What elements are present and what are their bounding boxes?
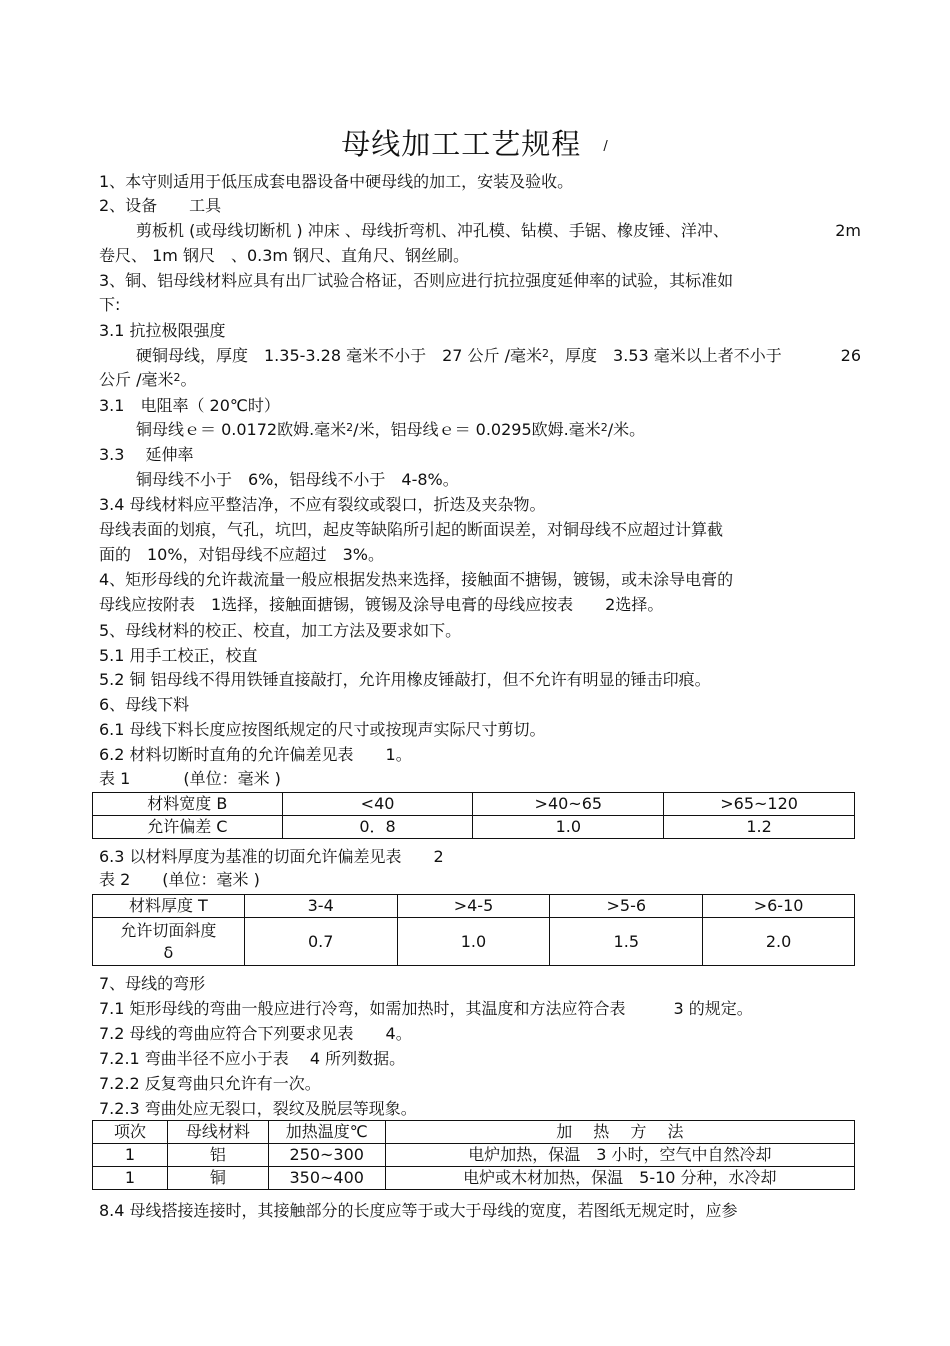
section-6-1: 6.1 母线下料长度应按图纸规定的尺寸或按现声实际尺寸剪切。 [99, 720, 546, 739]
table-cell: >4-5 [397, 895, 550, 918]
section-6-2: 6.2 材料切断时直角的允许偏差见表 1。 [99, 745, 412, 764]
s31a-sup: 2 [542, 347, 550, 360]
table-2-caption: 表 2 (单位：毫米 ) [99, 870, 260, 889]
table-row [93, 1144, 855, 1167]
para-5: 5、母线材料的校正、校直，加工方法及要求如下。 [99, 621, 462, 640]
table-cell: 铝 [167, 1144, 268, 1167]
s31b-text-1: 公斤 /毫米 [99, 370, 174, 389]
table-cell: 2.0 [703, 918, 855, 966]
table-2 [92, 894, 855, 966]
table-row [93, 918, 855, 966]
table-row [93, 816, 855, 839]
table-3 [92, 1120, 855, 1190]
table-cell: 材料厚度 T [93, 895, 245, 918]
para-7: 7、母线的弯形 [99, 974, 206, 993]
table-cell: 1 [93, 1144, 168, 1167]
page-title [0, 122, 950, 163]
table-1-caption: 表 1 (单位：毫米 ) [99, 769, 281, 788]
s31a-text-2: ，厚度 3.53 毫米以上者不小于 [549, 346, 782, 365]
s31a-text-1: 硬铜母线，厚度 1.35-3.28 毫米不小于 27 公斤 /毫米 [136, 346, 543, 365]
section-7-2-2: 7.2.2 反复弯曲只允许有一次。 [99, 1074, 321, 1093]
para-3a: 3、铜、铝母线材料应具有出厂试验合格证，否则应进行抗拉强度延伸率的试验，其标准如 [99, 271, 734, 290]
section-3-4: 3.4 母线材料应平整洁净，不应有裂纹或裂口，折迭及夹杂物。 [99, 495, 546, 514]
section-3-1-a [136, 346, 861, 368]
para-3b: 下: [99, 295, 121, 314]
para-6: 6、母线下料 [99, 695, 190, 714]
s31ra-text-1: 铜母线ｅ＝ 0.0172欧姆.毫米 [136, 420, 347, 439]
table-cell: 1 [93, 1167, 168, 1190]
table-cell: 加热温度℃ [268, 1121, 385, 1144]
cell-line: 允许切面斜度 [120, 920, 217, 940]
table-cell: 0.7 [244, 918, 397, 966]
section-3-3-a: 铜母线不小于 6%，铝母线不小于 4-8%。 [136, 470, 459, 489]
section-5-2: 5.2 铜 铝母线不得用铁锤直接敲打，允许用橡皮锤敲打，但不允许有明显的锤击印痕。 [99, 670, 711, 689]
table-cell: 350~400 [268, 1167, 385, 1190]
table-row [93, 793, 855, 816]
para-2b: 卷尺、 1m 钢尺 、0.3m 钢尺、直角尺、钢丝刷。 [99, 246, 470, 265]
table-cell: >40~65 [473, 793, 664, 816]
table-cell: 铜 [167, 1167, 268, 1190]
table-cell: 电炉或木材加热，保温 5-10 分种，水冷却 [385, 1167, 854, 1190]
s31b-text-2: 。 [180, 370, 197, 389]
table-cell: 材料宽度 B [93, 793, 283, 816]
table-cell: 允许偏差 C [93, 816, 283, 839]
table-cell: >65~120 [664, 793, 855, 816]
para-1: 1、本守则适用于低压成套电器设备中硬母线的加工，安装及验收。 [99, 172, 574, 191]
table-row [93, 1121, 855, 1144]
table-cell: 0．8 [282, 816, 473, 839]
table-row [93, 1167, 855, 1190]
table-cell: 加 热 方 法 [385, 1121, 854, 1144]
section-3-3: 3.3 延伸率 [99, 445, 194, 464]
section-7-2-3: 7.2.3 弯曲处应无裂口，裂纹及脱层等现象。 [99, 1099, 417, 1118]
section-3-1: 3.1 抗拉极限强度 [99, 321, 226, 340]
s31a-end: 26 [840, 346, 861, 365]
table-cell: 250~300 [268, 1144, 385, 1167]
section-3-4-a: 母线表面的划痕，气孔，坑凹，起皮等缺陷所引起的断面误差，对铜母线不应超过计算截 [99, 520, 724, 539]
table-cell: <40 [282, 793, 473, 816]
section-3-4-b: 面的 10%，对铝母线不应超过 3%。 [99, 545, 384, 564]
table-cell: >5-6 [550, 895, 703, 918]
section-7-2-1: 7.2.1 弯曲半径不应小于表 4 所列数据。 [99, 1049, 406, 1068]
table-cell: 项次 [93, 1121, 168, 1144]
table-cell: 1.0 [397, 918, 550, 966]
table-row [93, 895, 855, 918]
para-2a-text: 剪板机 (或母线切断机 ) 冲床 、母线折弯机、冲孔模、钻模、手锯、橡皮锤、洋冲、 [136, 221, 729, 240]
s31ra-text-3: /米。 [607, 420, 646, 439]
title-mark: / [603, 138, 609, 154]
section-6-3: 6.3 以材料厚度为基准的切面允许偏差见表 2 [99, 847, 444, 866]
section-3-1-resistivity: 3.1 电阻率（ 20℃时） [99, 396, 280, 415]
s31b-sup: 2 [173, 371, 181, 384]
s31ra-sup-2: 2 [600, 421, 608, 434]
section-5-1: 5.1 用手工校正，校直 [99, 646, 258, 665]
cell-line: δ [163, 942, 174, 962]
section-7-1: 7.1 矩形母线的弯曲一般应进行冷弯，如需加热时，其温度和方法应符合表 3 的规定。 [99, 999, 753, 1018]
section-8-4: 8.4 母线搭接连接时，其接触部分的长度应等于或大于母线的宽度，若图纸无规定时，应参 [99, 1201, 738, 1220]
para-2: 2、设备 工具 [99, 196, 222, 215]
para-2a [136, 221, 861, 241]
para-4b: 母线应按附表 1选择，接触面搪锡，镀锡及涂导电膏的母线应按表 2选择。 [99, 595, 664, 614]
table-1 [92, 792, 855, 839]
s31ra-text-2: /米，铝母线ｅ＝ 0.0295欧姆.毫米 [353, 420, 601, 439]
title-text: 母线加工工艺规程 [341, 127, 582, 161]
section-3-1-b [99, 370, 197, 392]
table-cell: 母线材料 [167, 1121, 268, 1144]
section-3-1-resistivity-a [136, 420, 645, 442]
table-cell: 电炉加热，保温 3 小时，空气中自然冷却 [385, 1144, 854, 1167]
para-2a-end: 2m [835, 221, 861, 240]
table-cell: 3-4 [244, 895, 397, 918]
table-cell: >6-10 [703, 895, 855, 918]
table-cell: 1.0 [473, 816, 664, 839]
table-cell [93, 918, 245, 966]
section-7-2: 7.2 母线的弯曲应符合下列要求见表 4。 [99, 1024, 412, 1043]
table-cell: 1.2 [664, 816, 855, 839]
para-4a: 4、矩形母线的允许裁流量一般应根据发热来选择，接触面不搪锡，镀锡，或未涂导电膏的 [99, 570, 734, 589]
table-cell: 1.5 [550, 918, 703, 966]
s31ra-sup-1: 2 [346, 421, 354, 434]
